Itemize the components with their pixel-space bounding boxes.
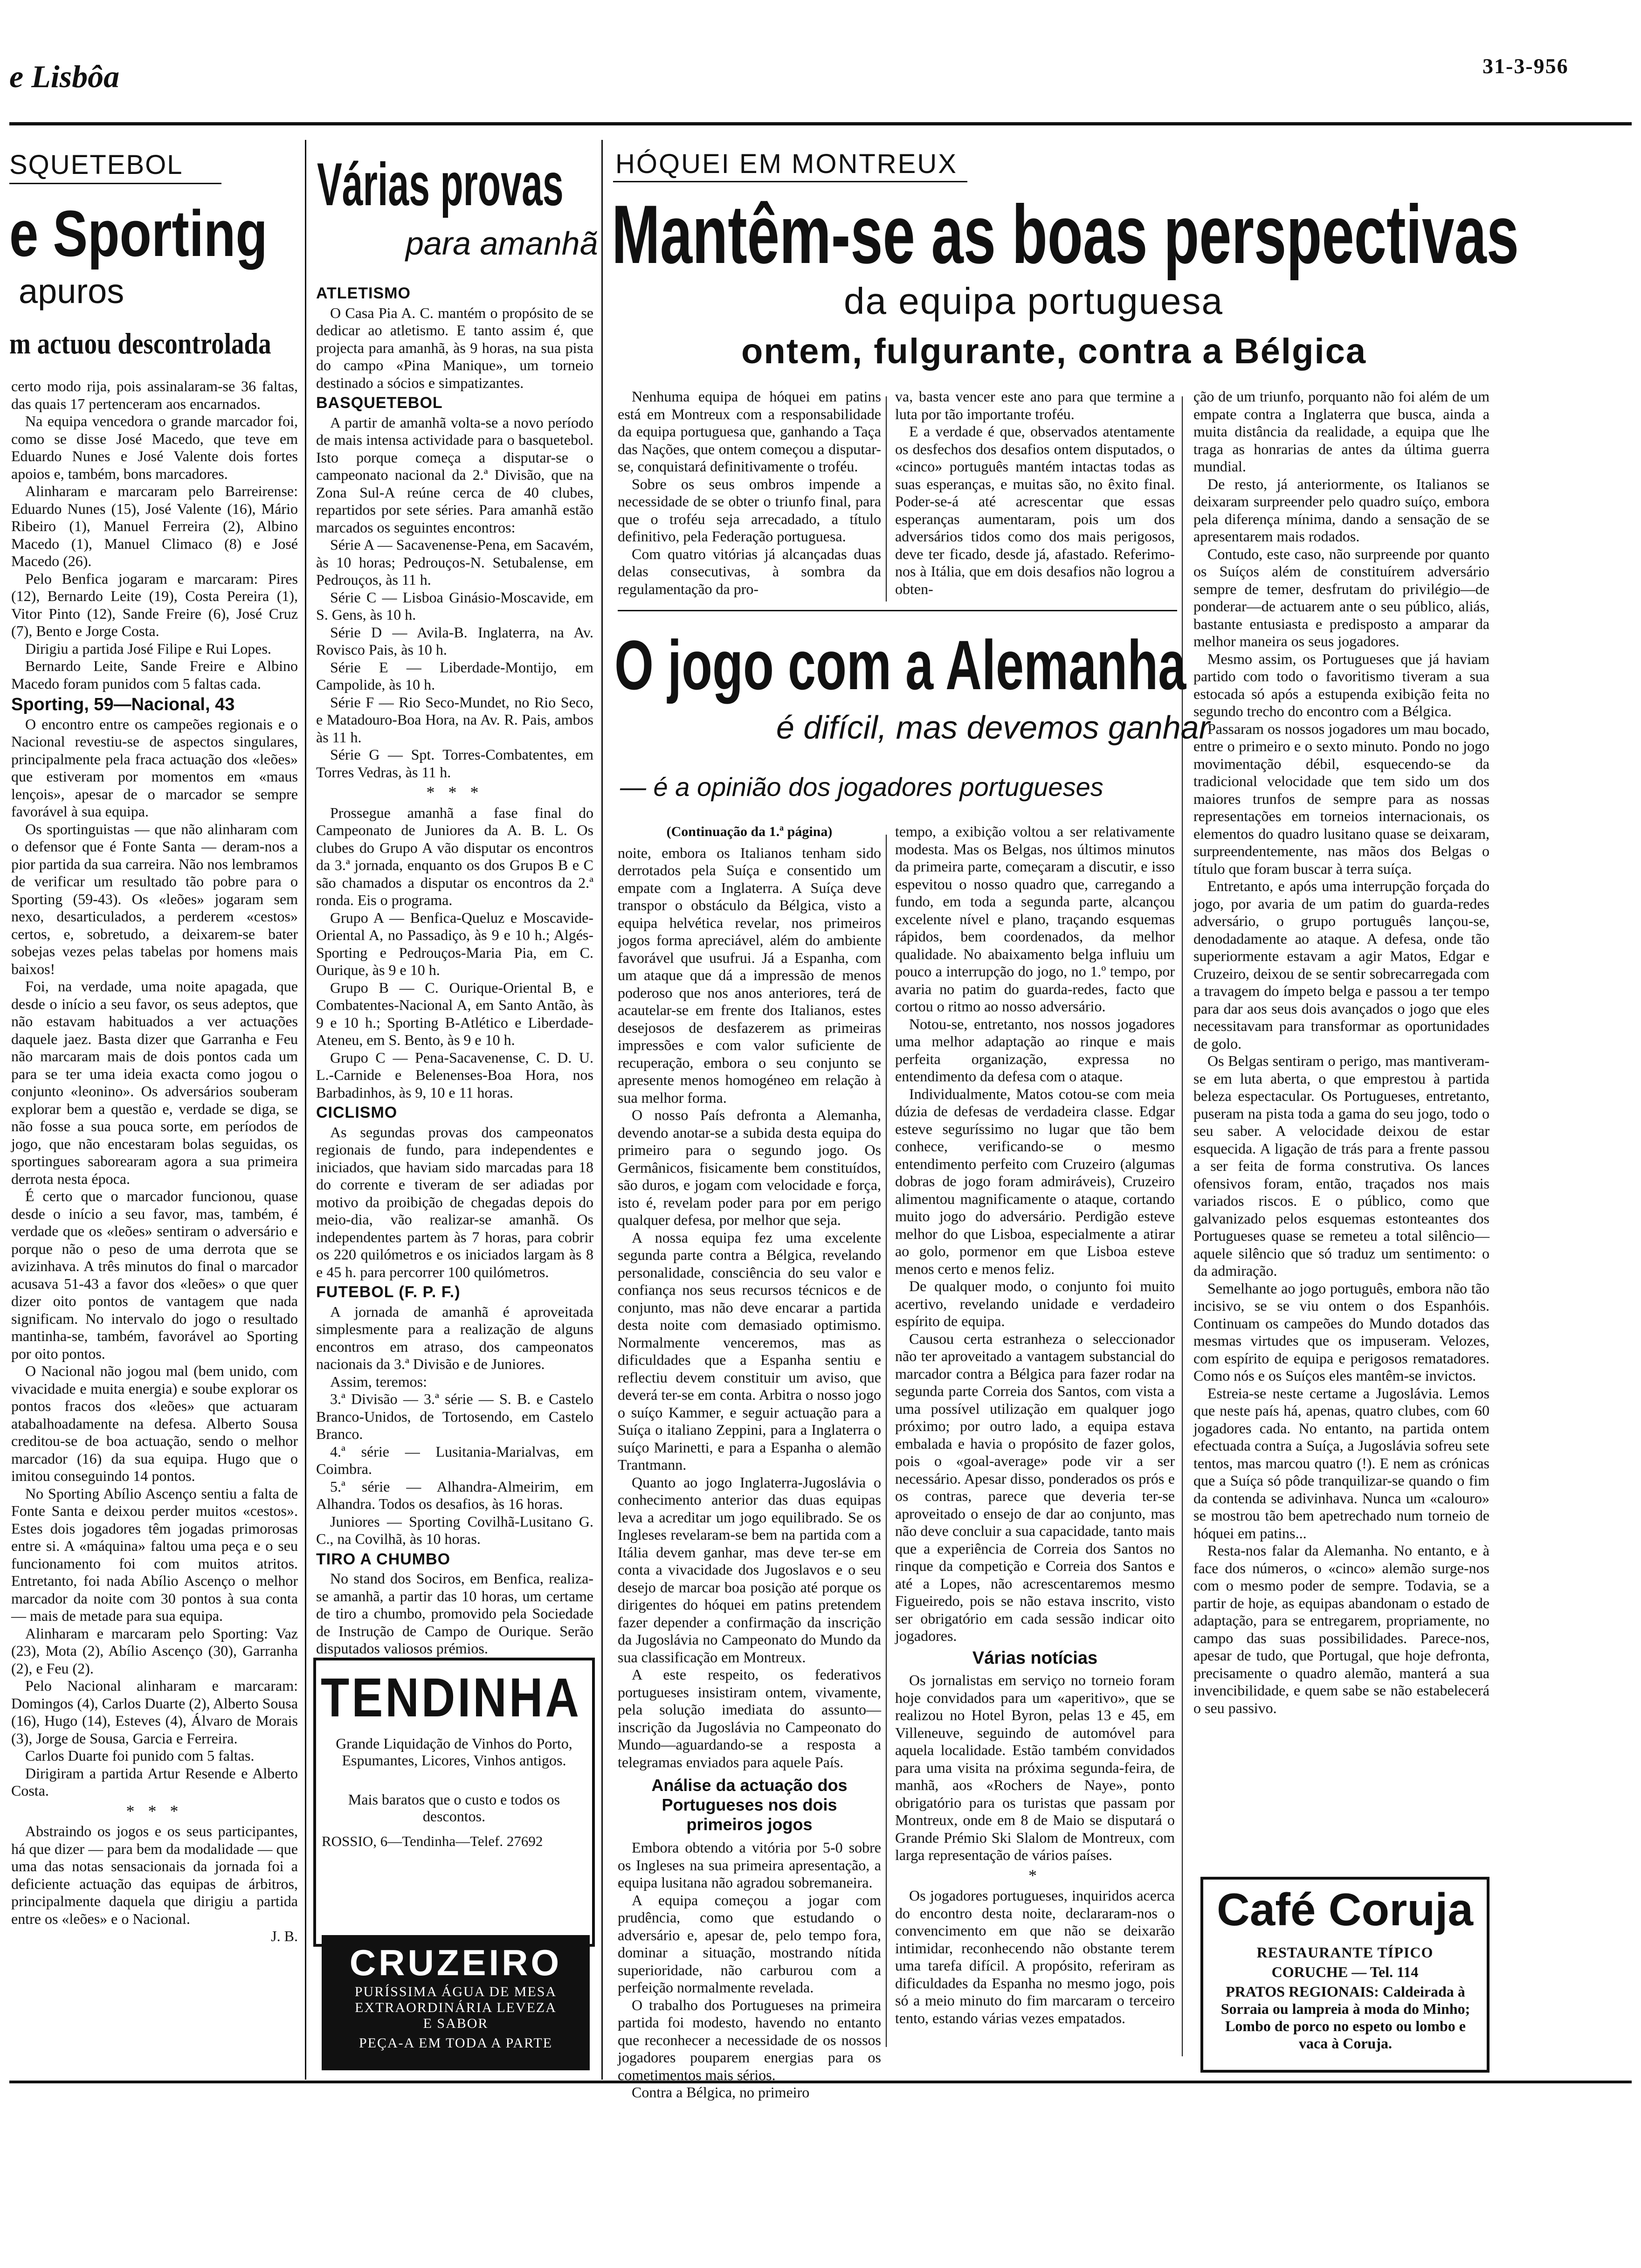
col1-paragraph: Carlos Duarte foi punido com 5 faltas. [25, 1747, 255, 1764]
main-paragraph: Sobre os seus ombros impende a necessidade de se obter o triunfo final, para que o troféu seja arrecadado, a título definitivo, pela Federação portuguesa. [618, 475, 881, 545]
main-paragraph: Os Belgas sentiram o perigo, mas mantiveram-se em luta aberta, o que emprestou à partida beleza espectacular. Os Portugueses, entretanto, puseram na pista toda a gama do seu jogo, todo o seu saber. A velocidade deixou de estar esquecida. A ligação de trás para a frente passou a ser feita de forma construtiva. Os lances ofensivos foram, então, traçados nos mais variados riscos. E o público, como que galvanizado pelos esquemas estonteantes dos Portugueses quase se remeteu a total silêncio—aquele silêncio que só traduz um sentimento: o da admiração. [1193, 1052, 1489, 1279]
col1-score-heading: Sporting, 59—Nacional, 43 [11, 695, 235, 714]
main-paragraph: Contudo, este caso, não surpreende por quanto os Suíços além de constituírem adversário sempre de temer, desfrutam do privilégio—de ponderar—de actuarem ante o seu público, aliás, bastante entusiasta e predisposto a amparar da melhor maneira os seus jogadores. [1193, 545, 1489, 650]
col2-paragraph: 3.ª Divisão — 3.ª série — S. B. e Castelo Branco-Unidos, de Tortosendo, em Castelo Branco. [316, 1390, 593, 1442]
separator-stars: * * * [126, 1801, 183, 1820]
main-col-c [1193, 388, 1489, 1717]
alemanha-paragraph: Individualmente, Matos cotou-se com meia dúzia de defesas de verdadeira classe. Edgar esteve seguríssimo no lugar que tão bem conhece, verificando-se o mesmo entendimento perfeito com Cruzeiro (algumas dobras de jogo foram admiráveis), Cruzeiro alimentou magnificamente o ataque, cortando muito jogo do adversário. Perdigão esteve melhor do que Lisboa, especialmente a atirar ao golo, pormenor em que Lisboa esteve menos certo e menos feliz. [895, 1085, 1175, 1277]
alemanha-paragraph: Os jogadores portugueses, inquiridos acerca do encontro desta noite, declararam-nos o convencimento em que não se deixarão intimidar, reconhecendo não obstante terem uma tarefa difícil. A propósito, referiram as dificuldades da Espanha no mesmo jogo, pois só a meio minuto do fim marcaram o terceiro tento, estando várias vezes empatados. [895, 1887, 1175, 2026]
main-col-b [895, 388, 1175, 598]
col2-paragraph: O Casa Pia A. C. mantém o propósito de se dedicar ao atletismo. E tanto assim é, que projecta para amanhã, às 9 horas, na sua pista do campo «Pina Manique», um torneio destinado a sócios e simpatizantes. [316, 304, 593, 391]
cruzeiro-line: EXTRAORDINÁRIA LEVEZA [355, 2000, 557, 2015]
cruzeiro-ad [322, 1935, 590, 2070]
coruja-name: Café Coruja [1216, 1884, 1473, 1935]
alemanha-paragraph: A nossa equipa fez uma excelente segunda parte contra a Bélgica, revelando personalidade, consciência do seu valor e confiança nos seus recursos técnicos e de conjunto, mas não deve encarar a partida desta noite com demasiado optimismo. Normalmente venceremos, mas as dificuldades que a Espanha sentiu e reflectiu devem constituir um aviso, que deverá ter-se em conta. Arbitra o nosso jogo o suíço Kammer, e seguir actuação para a Suíça o italiano Zeppini, para a Inglaterra o suíço Marinetti, e para a Espanha o alemão Trantmann. [618, 1229, 881, 1473]
col2-paragraph: Série G — Spt. Torres-Combatentes, em Torres Vedras, às 11 h. [316, 746, 593, 781]
col1-paragraph: Abstraindo os jogos e os seus participantes, há que dizer — para bem da modalidade — que uma das notas sensacionais da jornada foi a deficiente actuação das equipas de árbitros, principalmente daquela que dirigiu a partida entre os «leões» e o Nacional. [11, 1823, 298, 1927]
futebol-heading: FUTEBOL (F. P. F.) [316, 1283, 461, 1301]
cruzeiro-line: PEÇA-A EM TODA A PARTE [359, 2035, 553, 2051]
col2-paragraph: Grupo C — Pena-Sacavenense, C. D. U. L.-Carnide e Belenenses-Boa Hora, nos Barbadinhos, às 9, 10 e 11 horas. [316, 1049, 593, 1101]
col1-paragraph: Dirigiu a partida José Filipe e Rui Lopes. [25, 640, 271, 657]
column-rule [886, 835, 887, 2047]
col2-paragraph: Série C — Lisboa Ginásio-Moscavide, em S. Gens, às 10 h. [316, 588, 593, 623]
col2-paragraph: Série D — Avila-B. Inglaterra, na Av. Rovisco Pais, às 10 h. [316, 623, 593, 658]
col1-paragraph: Pelo Nacional alinharam e marcaram: Domingos (4), Carlos Duarte (2), Alberto Sousa (16), Hugo (14), Esteves (4), Álvaro de Morais (3), Jorge de Sousa, Garcia e Ferreira. [11, 1677, 298, 1747]
tendinha-ad [313, 1658, 595, 1947]
basquetebol-heading: BASQUETEBOL [316, 394, 443, 412]
coruja-line: PRATOS REGIONAIS: Caldeirada à Sorraia ou lampreia à moda do Minho; Lombo de porco no espeto ou lombo e vaca à Coruja. [1220, 1983, 1470, 2052]
alemanha-paragraph: Os jornalistas em serviço no torneio foram hoje convidados para um «aperitivo», que se realizou no Hotel Byron, pelas 13 e 45, em Villeneuve, seguindo de automóvel para aquela localidade. Estão também convidados para uma visita na próxima segunda-feira, de manhã, aos «Rochers de Naye», ponto obrigatório para os turistas que passam por Montreux, onde em 8 de Maio se disputará o Grande Prémio Ski Slalom de Montreux, com larga representação de vários países. [895, 1672, 1175, 1863]
main-paragraph: Nenhuma equipa de hóquei em patins está em Montreux com a responsabilidade da equipa portuguesa que, ganhando a Taça das Nações, que ontem começou a disputar-se, conquistará definitivamente o troféu. [618, 388, 881, 475]
story-divider [618, 610, 1177, 611]
alemanha-paragraph: Contra a Bélgica, no primeiro [632, 2084, 810, 2101]
col1-signature: J. B. [271, 1928, 298, 1944]
cruzeiro-line: E SABOR [423, 2016, 489, 2031]
cruzeiro-name: CRUZEIRO [349, 1942, 562, 1983]
alemanha-subhead-2: — é a opinião dos jogadores portugueses [620, 772, 1103, 802]
column-rule [305, 140, 306, 2080]
alemanha-paragraph: O trabalho dos Portugueses na primeira partida foi modesto, havendo no entanto que reconhecer a necessidade de os nossos jogadores pouparem energias para os cometimentos mais sérios. [618, 1996, 881, 2083]
tendinha-name: TENDINHA [321, 1667, 582, 1729]
col1-deck: m actuou descontrolada [9, 327, 271, 360]
col1-paragraph: Alinharam e marcaram pelo Sporting: Vaz (23), Mota (2), Abílio Ascenço (30), Garranha (2), e Feu (2). [11, 1625, 298, 1677]
tiro-heading: TIRO A CHUMBO [316, 1550, 451, 1568]
alemanha-paragraph: Causou certa estranheza o seleccionador não ter aproveitado a vantagem substancial do marcador contra a Bélgica para fazer rodar na segunda parte Correia dos Santos, com vista a uma possível utilização em qualquer jogo próximo; por outro lado, a equipa estava embalada e havia o propósito de fazer golos, pois o «goal-average» pode vir a ser necessário. Apesar disso, ponderados os prós e os contras, parece que deveria ter-se aproveitado o ensejo de dar ao conjunto, mas não deve concluir a sua capacidade, tanto mais que a experiência de Correia dos Santos no rinque da competição e Correia dos Santos e até a Lopes, não acrescentaremos mesmo Figueiredo, pois se não estava inscrito, visto ser obrigatório em cada sessão indicar oito jogadores. [895, 1330, 1175, 1644]
col2-paragraph: Juniores — Sporting Covilhã-Lusitano G. C., na Covilhã, às 10 horas. [316, 1513, 593, 1547]
col2-paragraph: 5.ª série — Alhandra-Almeirim, em Alhandra. Todos os desafios, às 16 horas. [316, 1478, 593, 1512]
atletismo-heading: ATLETISMO [316, 284, 411, 302]
col1-headline: e Sporting [9, 197, 268, 270]
col2-paragraph: Série F — Rio Seco-Mundet, no Rio Seco, e Matadouro-Boa Hora, na Av. R. Pais, ambos às 11 h. [316, 693, 593, 746]
col1-paragraph: É certo que o marcador funcionou, quase desde o início a seu favor, mas, também, é verdade que os «leões» sentiram o adversário e porque não o peso de uma derrota que se avizinhava. A três minutos do final o marcador acusava 51-43 a favor dos «leões» o que quer dizer oito pontos de vantagem que nada significam. No intervalo do jogo o resultado mantinha-se, também, favorável ao Sporting por oito pontos. [11, 1188, 298, 1362]
basketball-kicker: SQUETEBOL [9, 150, 183, 180]
main-paragraph: ção de um triunfo, porquanto não foi além de um empate contra a Inglaterra que busca, ainda a muita distância da realidade, a equipa que lhe traga as honrarias de antes da última guerra mundial. [1193, 388, 1489, 475]
col1-subhead: apuros [19, 272, 124, 311]
cafe-coruja-ad [1200, 1877, 1489, 2073]
masthead-section: e Lisbôa [9, 59, 120, 94]
column-rule [601, 140, 603, 2080]
col2-paragraph: No stand dos Sociros, em Benfica, realiza-se amanhã, a partir das 10 horas, um certame de tiro a chumbo, promovido pela Sociedade de Instrução de Campo de Ourique. Serão disputados valiosos prémios. [316, 1570, 593, 1657]
col1-paragraph: No Sporting Abílio Ascenço sentiu a falta de Fonte Santa e deixou perder muitos «cestos». Estes dois jogadores têm jogadas primorosas entre si. A «máquina» faltou uma peça e o seu funcionamento foi com muitos atritos. Entretanto, foi nada Abílio Ascenço o melhor marcador da noite com 30 pontos à sua conta — mais de metade para sua equipa. [11, 1485, 298, 1624]
alemanha-paragraph: O nosso País defronta a Alemanha, devendo anotar-se a subida desta equipa do primeiro para o segundo jogo. Os Germânicos, fisicamente bem constituídos, são duros, e jogam com velocidade e força, isto é, revelam poder para por em perigo qualquer defesa, por melhor que seja. [618, 1106, 881, 1228]
col1-paragraph: O encontro entre os campeões regionais e o Nacional revestiu-se de aspectos singulares, principalmente pela fraca actuação dos «leões» que estiveram por momentos em «maus lençois», apesar de o marcador se sempre favorável à sua equipa. [11, 715, 298, 820]
col1-paragraph: Alinharam e marcaram pelo Barreirense: Eduardo Nunes (15), José Valente (16), Mário Ribeiro (1), Manuel Ferreira (2), Albino Macedo (1), Manuel Climaco (8) e José Macedo (26). [11, 483, 298, 569]
alemanha-col-a [618, 823, 881, 2102]
tendinha-text-2: Mais baratos que o custo e todos os descontos. [348, 1791, 560, 1825]
separator-star: * [1028, 1866, 1041, 1885]
coruja-line: RESTAURANTE TÍPICO [1256, 1944, 1434, 1961]
continuation-note: (Continuação da 1.ª página) [666, 824, 833, 839]
col1-paragraph: Bernardo Leite, Sande Freire e Albino Macedo foram punidos com 5 faltas cada. [11, 657, 298, 692]
col1-paragraph: O Nacional não jogou mal (bem unido, com vivacidade e muita energia) e soube explorar os pontos fracos dos «leões» que actuaram atabalhoadamente na defesa. Alberto Sousa creditou-se de boa actuação, sendo o melhor marcador (16) da sua equipa. Hugo que o imitou conseguindo 14 pontos. [11, 1362, 298, 1484]
col2-paragraph: A partir de amanhã volta-se a novo período de mais intensa actividade para o basquetebol. Isto porque começa a disputar-se o campeonato nacional da 2.ª Divisão, que na Zona Sul-A reúne cerca de 40 clubes, repartidos por sete séries. Para amanhã estão marcados os seguintes encontros: [316, 414, 593, 536]
col2-paragraph: 4.ª série — Lusitania-Marialvas, em Coimbra. [316, 1443, 593, 1477]
column-rule [886, 396, 887, 602]
col1-body [11, 378, 298, 1945]
col1-paragraph: Na equipa vencedora o grande marcador foi, como se disse José Macedo, que teve em Eduardo Nunes e José Valente dois fortes apoios e, também, bons marcadores. [11, 413, 298, 482]
ciclismo-heading: CICLISMO [316, 1104, 398, 1121]
main-paragraph: Estreia-se neste certame a Jugoslávia. Lemos que neste país há, apenas, quatro clubes, com 60 jogadores cada. No entanto, na partida ontem efectuada contra a Suíça, a Jugoslávia sofreu sete tentos, mas marcou quatro (!). E nem as crónicas que a Suíça só pôde tranquilizar-se quando o fim da contenda se adivinhava. Nunca um «calouro» se mostrou tão bem apetrechado num torneio de hóquei em patins... [1193, 1384, 1489, 1542]
col1-paragraph: Pelo Benfica jogaram e marcaram: Pires (12), Bernardo Leite (19), Costa Pereira (1), Vitor Pinto (12), Sande Freire (6), José Cruz (7), Bento e Jorge Costa. [11, 570, 298, 639]
col1-paragraph: Foi, na verdade, uma noite apagada, que desde o início a seu favor, os seus adeptos, que não estavam habituados a ver actuações daquele jaez. Basta dizer que Garranha e Feu não marcaram mais de dois pontos cada um para se ter uma ideia exacta como jogou o conjunto «leonino». Os adversários souberam explorar bem a questão e, verdade se diga, se não fosse a sua pouca sorte, em períodos de jogo, que não encestaram bolas seguidas, os sportingues saborearam agora a sua primeira derrota nesta época. [11, 978, 298, 1187]
col2-paragraph: Série A — Sacavenense-Pena, em Sacavém, às 10 horas; Pedrouços-N. Setubalense, em Pedrouços, às 11 h. [316, 536, 593, 588]
main-paragraph: Passaram os nossos jogadores um mau bocado, entre o primeiro e o sexto minuto. Pondo no jogo movimentação débil, esquecendo-se da tradicional velocidade que tem sido um dos maiores trunfos de sempre para as nossas representações em torneios internacionais, os elementos do quadro lusitano quase se deixaram, surpreendentemente, nas mãos dos Belgas o título que foram buscar à terra suíça. [1193, 720, 1489, 877]
alemanha-paragraph: A este respeito, os federativos portugueses insistiram ontem, vivamente, pela solução imediata do assunto—inscrição da Jugoslávia no Campeonato do Mundo—aguardando-se a resposta a telegramas enviados para aquele País. [618, 1666, 881, 1770]
alemanha-paragraph: Notou-se, entretanto, nos nossos jogadores uma melhor adaptação ao rinque e mais perfeita organização, expressa no entendimento da defesa com o ataque. [895, 1015, 1175, 1085]
col2-paragraph: Prossegue amanhã a fase final do Campeonato de Juniores da A. B. L. Os clubes do Grupo A vão disputar os encontros da 3.ª jornada, enquanto os dos Grupos B e C são chamados a disputar os encontros da 2.ª ronda. Eis o programa. [316, 804, 593, 908]
alemanha-paragraph: Quanto ao jogo Inglaterra-Jugoslávia o conhecimento anterior das duas equipas leva a acreditar um jogo equilibrado. Se os Ingleses revelaram-se bem na partida com a Itália devem ganhar, mas deve ter-se em conta a vivacidade dos Jugoslavos e o seu desejo de marcar boa posição até porque os dirigentes do hóquei em patins pretendem fazer depender a confirmação da inscrição da Jugoslávia no Campeonato do Mundo da sua classificação em Montreux. [618, 1473, 881, 1666]
main-paragraph: Mesmo assim, os Portugueses que já haviam partido com todo o favoritismo tiveram a sua estocada só após a estupenda exibição feita no segundo trecho do encontro com a Bélgica. [1193, 650, 1489, 719]
main-paragraph: Resta-nos falar da Alemanha. No entanto, e à face dos números, o «cinco» alemão surge-nos com o mesmo poder de sempre. Todavia, se a partir de hoje, as equipas abandonam o estado de adaptação, para se entregarem, propriamente, no campo das suas possibilidades. Parece-nos, apesar de tudo, que Portugal, que hoje defronta, precisamente o quadro alemão, manterá a sua invencibilidade, e quem sabe se não estabelecerá o seu passivo. [1193, 1542, 1489, 1716]
masthead-date: 31-3-956 [1482, 54, 1569, 78]
col2-paragraph: Grupo B — C. Ourique-Oriental B, e Combatentes-Nacional A, em Santo Antão, às 9 e 10 h.; Sporting B-Atlético e Liberdade-Ateneu, em S. Bento, às 9 e 10 h. [316, 979, 593, 1048]
varias-heading: Várias notícias [972, 1648, 1098, 1668]
alemanha-subhead-1: é difícil, mas devemos ganhar [776, 709, 1210, 746]
col2-paragraph: Assim, teremos: [330, 1373, 427, 1390]
col2-body [316, 282, 593, 1658]
tendinha-address: ROSSIO, 6—Tendinha—Telef. 27692 [322, 1833, 543, 1849]
alemanha-paragraph: A equipa começou a jogar com prudência, como que estudando o adversário e, apesar de, pelo tempo fora, dominar a situação, mostrando nítida superioridade, não carburou com a perfeição normalmente revelada. [618, 1891, 881, 1996]
main-paragraph: va, basta vencer este ano para que termine a luta por tão importante troféu. [895, 388, 1175, 422]
separator-stars: * * * [426, 783, 483, 802]
main-paragraph: De resto, já anteriormente, os Italianos se deixaram surpreender pelo quadro suíço, embora pela diferença mínima, dando a sensação de se apresentarem mais rodados. [1193, 475, 1489, 545]
main-paragraph: Com quatro vitórias já alcançadas duas delas consecutivas, à sombra da regulamentação da pro- [618, 545, 881, 597]
col2-headline-2: para amanhã [406, 225, 598, 262]
kicker-underline [613, 181, 967, 182]
col1-paragraph: certo modo rija, pois assinalaram-se 36 faltas, das quais 17 pertenceram aos encarnados. [11, 378, 298, 412]
col1-paragraph: Os sportinguistas — que não alinharam com o defensor que é Fonte Santa — deram-nos a pior partida da sua carreira. Não nos lembramos de verificar um resultado tão pobre para o Sporting (59-43). Os «leões» jogaram sem nexo, desarticulados, a perderem «cestos» certos, e, sobretudo, a deixarem-se bater sobejas vezes pelas tabelas por homens mais baixos! [11, 820, 298, 977]
main-paragraph: E a verdade é que, observados atentamente os desfechos dos desafios ontem disputados, o «cinco» português mantém intactas todas as suas esperanças, e muitas são, no êxito final. Poder-se-á até acrescentar que essas esperanças aumentaram, pois um dos adversários tidos como dos mais perigosos, deve ter ficado, desde já, afastado. Referimo-nos à Itália, que em dois desafios não logrou a obten- [895, 423, 1175, 597]
coruja-line: CORUCHE — Tel. 114 [1271, 1964, 1419, 1980]
analise-heading: Análise da actuação dos Portugueses nos dois primeiros jogos [651, 1776, 848, 1834]
main-subhead-1: da equipa portuguesa [844, 280, 1223, 322]
cruzeiro-line: PURÍSSIMA ÁGUA DE MESA [354, 1984, 557, 1999]
col2-paragraph: A jornada de amanhã é aproveitada simplesmente para a realização de alguns encontros em atraso, dos campeonatos nacionais da 3.ª Divisão e de Juniores. [316, 1303, 593, 1372]
main-col-a [618, 388, 881, 598]
main-paragraph: Semelhante ao jogo português, embora não tão incisivo, se se viu ontem o dos Espanhóis. Continuam os campeões do Mundo dotados das mesmas virtudes que os impuseram. Velozes, com espírito de equipa e perigosos rematadores. Como nós e os Suíços eles mantêm-se invictos. [1193, 1279, 1489, 1384]
alemanha-col-b [895, 823, 1175, 2027]
alemanha-paragraph: De qualquer modo, o conjunto foi muito acertivo, revelando unidade e verdadeiro espírito de equipa. [895, 1278, 1175, 1329]
kicker-underline [9, 183, 221, 184]
col2-paragraph: Grupo A — Benfica-Queluz e Moscavide-Oriental A, no Passadiço, às 9 e 10 h.; Algés-Sporting e Pedrouços-Maria Pia, em C. Ourique, às 9 e 10 h. [316, 909, 593, 978]
masthead-rule [9, 122, 1632, 125]
alemanha-paragraph: tempo, a exibição voltou a ser relativamente modesta. Mas os Belgas, nos últimos minutos da primeira parte, começaram a discutir, e isso espevitou o nosso quadro que, carregando a fundo, em toda a segunda parte, alcançou excelente nível e plano, traçando esquemas rápidos, bem coordenados, da melhor qualidade. No abaixamento belga influiu um pouco a interrupção do jogo, no 1.º tempo, por avaria no patim do guarda-redes, facto que cortou o ritmo ao nosso adversário. [895, 823, 1175, 1015]
col2-headline-1: Várias provas [317, 150, 564, 218]
tendinha-text: Grande Liquidação de Vinhos do Porto, Espumantes, Licores, Vinhos antigos. [336, 1735, 572, 1769]
main-headline: Mantêm-se as boas perspectivas [612, 188, 1519, 281]
main-kicker: HÓQUEI EM MONTREUX [615, 149, 958, 179]
main-subhead-2: ontem, fulgurante, contra a Bélgica [741, 332, 1367, 371]
alemanha-headline: O jogo com a Alemanha [614, 626, 1186, 704]
col2-paragraph: As segundas provas dos campeonatos regionais de fundo, para independentes e iniciados, que haviam sido marcadas para 18 do corrente e tiveram de ser adiadas por motivo da proibição de chegadas depois do meio-dia, vão realizar-se amanhã. Os independentes partem às 7 horas, para cobrir os 220 quilómetros e os iniciados largam às 8 e 45 h. para percorrer 100 quilómetros. [316, 1123, 593, 1280]
col2-paragraph: Série E — Liberdade-Montijo, em Campolide, às 10 h. [316, 658, 593, 693]
col1-paragraph: Dirigiram a partida Artur Resende e Alberto Costa. [11, 1764, 298, 1799]
main-paragraph: Entretanto, e após uma interrupção forçada do jogo, por avaria de um patim do guarda-redes adversário, o grupo português lançou-se, denodadamente ao ataque. A defesa, onde tão superiormente estavam a agir Matos, Edgar e Cruzeiro, deixou de se sentir sobrecarregada com a travagem do ímpeto belga e passou a ter tempo para dar aos seus dois avançados o jogo que eles necessitavam para transformar as oportunidades de golo. [1193, 878, 1489, 1052]
alemanha-paragraph: Embora obtendo a vitória por 5-0 sobre os Ingleses na sua primeira apresentação, a equipa lusitana não agradou sobremaneira. [618, 1839, 881, 1891]
alemanha-paragraph: noite, embora os Italianos tenham sido derrotados pela Suíça e consentido um empate com a Inglaterra. A Suíça deve transpor o obstáculo da Bélgica, visto a equipa helvética revelar, nos primeiros jogos forma apreciável, além do ambiente favorável que usufrui. Já a Espanha, com um ataque que dá a impressão de menos poderoso que nos anos anteriores, terá de acautelar-se em frente dos Italianos, estes desejosos de desfazerem as primeiras impressões e com valor suficiente de recuperação, embora o seu conjunto se apresente menos homogéneo em relação à sua melhor forma. [618, 844, 881, 1106]
